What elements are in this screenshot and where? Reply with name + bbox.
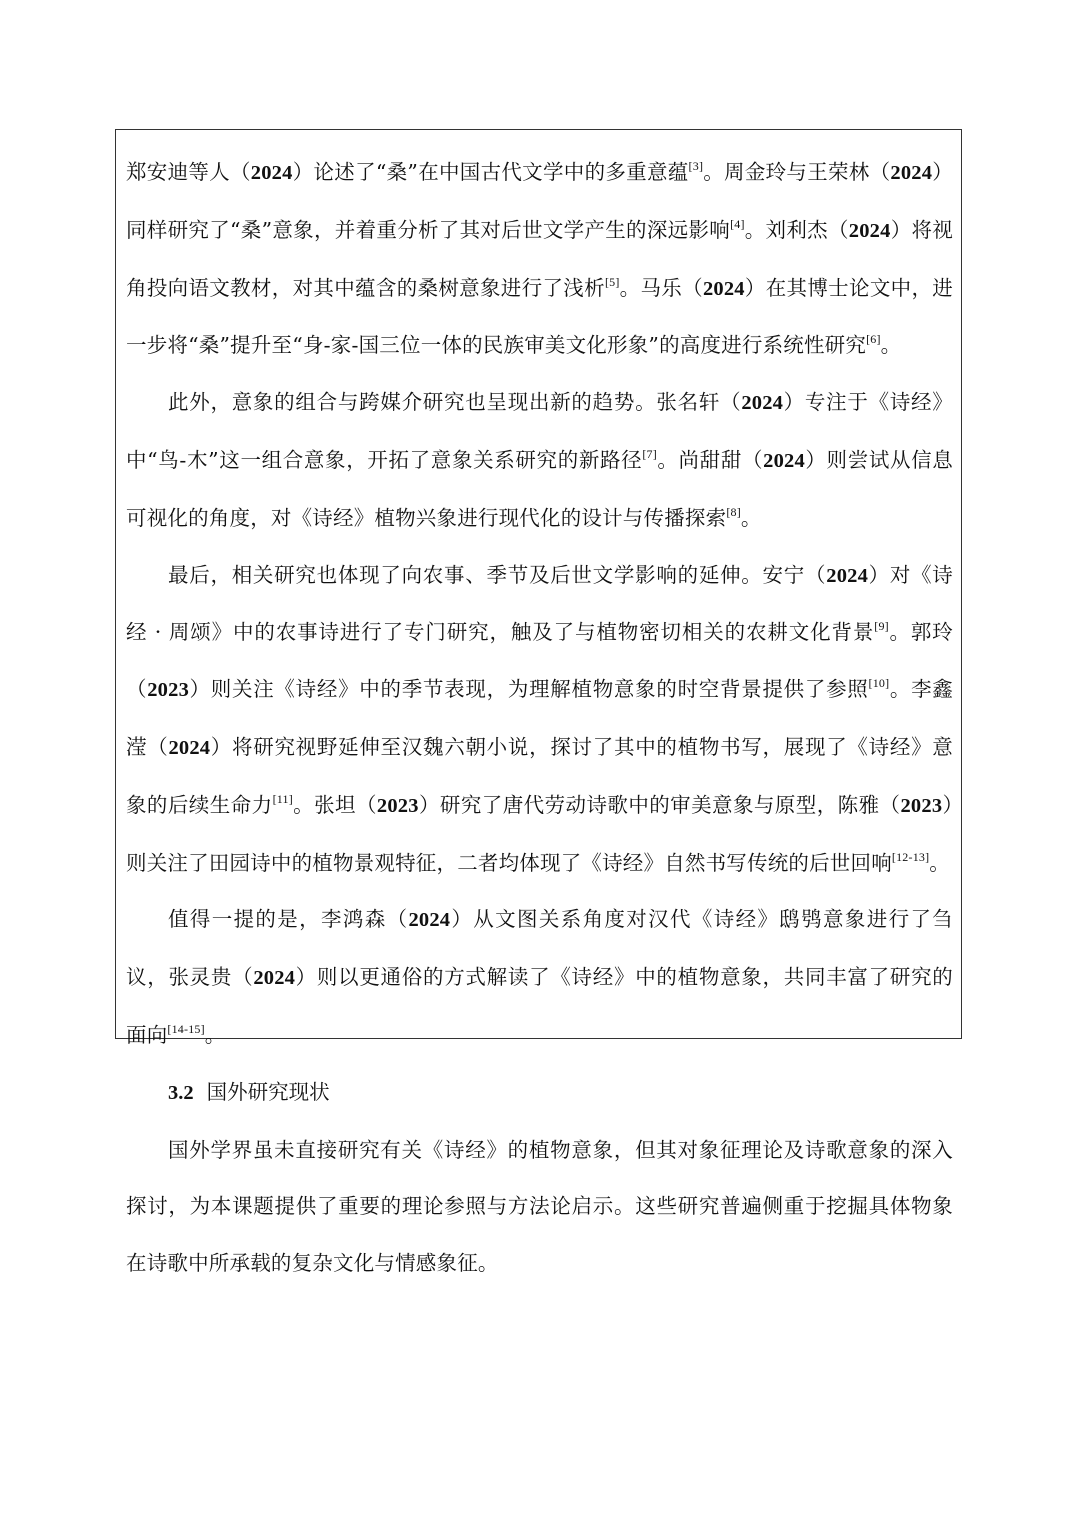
closing-paragraph: 国外学界虽未直接研究有关《诗经》的植物意象，但其对象征理论及诗歌意象的深入探讨，为本课题提供了重要的理论参照与方法论启示。这些研究普遍侧重于挖掘具体物象在诗歌中所承载的复杂文化与情感象征。 (126, 1137, 953, 1276)
paragraph-1 (126, 144, 953, 374)
text-run: ）则关注了田园诗中的植物景观特征，二者均体现了《诗经》自然书写传统的后世回响 (126, 792, 953, 875)
citation-ref: [3] (688, 159, 704, 173)
text-run: 。郭玲（ (126, 620, 953, 702)
citation-ref: [8] (726, 504, 741, 519)
text-run: ）专注于《诗经》中“鸟-木”这一组合意象，开拓了意象关系研究的新路径 (126, 390, 953, 472)
paragraph-list (126, 144, 953, 1064)
citation-ref: [14-15] (167, 1021, 205, 1036)
paragraph-2 (126, 374, 953, 546)
text-run: 。张坦（ (292, 792, 377, 817)
citation-ref: [12-13] (891, 849, 930, 864)
text-run: 此外，意象的组合与跨媒介研究也呈现出新的趋势。张名轩（ (168, 390, 742, 415)
text-run: ）论述了“桑”在中国古代文学中的多重意蕴 (292, 160, 689, 184)
text-run: ）在其博士论文中，进一步将“桑”提升至“身-家-国三位一体的民族审美文化形象”的高度进行系统性研究 (126, 275, 953, 358)
year: 2023 (900, 794, 943, 817)
paragraph-4 (126, 891, 953, 1063)
year: 2024 (826, 564, 869, 587)
section-title: 国外研究现状 (206, 1079, 330, 1104)
year: 2024 (168, 736, 211, 759)
text-run: 。马乐（ (619, 275, 703, 300)
text-run: 。周金玲与王荣林（ (703, 160, 891, 184)
section-heading (126, 1064, 953, 1122)
text-run: 。尚甜甜（ (656, 447, 764, 472)
year: 2024 (408, 909, 451, 932)
citation-ref: [9] (874, 619, 889, 634)
text-run: ）则以更通俗的方式解读了《诗经》中的植物意象，共同丰富了研究的面向 (126, 965, 953, 1047)
year: 2024 (741, 392, 784, 415)
citation-ref: [10] (868, 676, 890, 691)
text-run: 郑安迪等人（ (126, 160, 251, 184)
year: 2024 (253, 967, 296, 990)
text-run: 。 (929, 850, 950, 875)
text-run: 。 (740, 505, 762, 530)
year: 2024 (702, 277, 745, 300)
text-run: 最后，相关研究也体现了向农事、季节及后世文学影响的延伸。安宁（ (168, 562, 827, 587)
text-run: ）将视角投向语文教材，对其中蕴含的桑树意象进行了浅析 (126, 217, 954, 300)
citation-ref: [6] (866, 332, 881, 347)
document-body (126, 144, 953, 1292)
section-number: 3.2 (168, 1081, 194, 1104)
text-run: ）研究了唐代劳动诗歌中的审美意象与原型，陈雅（ (418, 792, 901, 817)
text-run: 。李鑫滢（ (126, 677, 953, 759)
year: 2023 (376, 794, 419, 817)
paragraph-3 (126, 547, 953, 892)
text-run: ）则尝试从信息可视化的角度，对《诗经》植物兴象进行现代化的设计与传播探索 (126, 447, 954, 530)
year: 2024 (763, 449, 805, 472)
year: 2024 (890, 162, 933, 184)
text-run: ）同样研究了“桑”意象，并着重分析了其对后世文学产生的深远影响 (126, 160, 953, 242)
text-run: 值得一提的是，李鸿森（ (168, 907, 409, 932)
text-run: ）从文图关系角度对汉代《诗经》鸱鸮意象进行了刍议，张灵贵（ (126, 907, 954, 990)
text-run: 。刘利杰（ (744, 217, 849, 242)
citation-ref: [5] (604, 274, 620, 289)
citation-ref: [4] (730, 216, 745, 231)
citation-ref: [7] (642, 446, 657, 461)
text-run: ）则关注《诗经》中的季节表现，为理解植物意象的时空背景提供了参照 (189, 677, 869, 702)
text-run: 。 (880, 333, 902, 358)
text-run: ）对《诗经 · 周颂》中的农事诗进行了专门研究，触及了与植物密切相关的农耕文化背景 (126, 562, 953, 645)
year: 2023 (147, 679, 190, 702)
text-run: ）将研究视野延伸至汉魏六朝小说，探讨了其中的植物书写，展现了《诗经》意象的后续生命力 (126, 734, 954, 817)
year: 2024 (250, 162, 293, 184)
content-frame (115, 129, 962, 1276)
text-run: 。 (204, 1022, 226, 1047)
year: 2024 (848, 219, 891, 242)
citation-ref: [11] (272, 791, 293, 806)
